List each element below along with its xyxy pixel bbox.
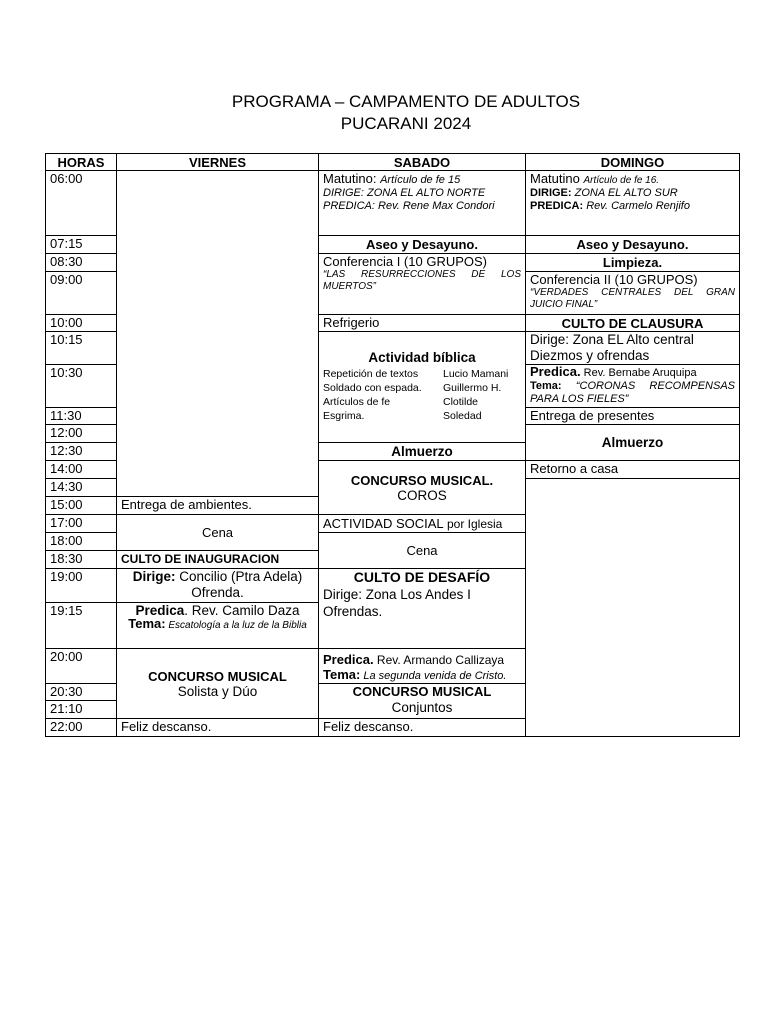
hora-cell: 12:30 [46, 443, 117, 461]
actividad-responsable: Clotilde [443, 396, 479, 408]
viernes-descanso: Feliz descanso. [117, 719, 319, 737]
hora-cell: 10:30 [46, 365, 117, 408]
domingo-empty-block [526, 479, 740, 737]
sabado-actividad-title: Actividad bíblica [368, 350, 476, 365]
sabado-concurso2-sub: Conjuntos [391, 700, 453, 715]
sabado-actividad-social-b: por Iglesia [443, 516, 503, 531]
hora-cell: 09:00 [46, 272, 117, 315]
viernes-empty-block [117, 171, 319, 497]
sabado-tema-text: La segunda venida de Cristo. [360, 670, 507, 682]
hora-cell: 19:00 [46, 569, 117, 603]
sabado-matutino [319, 171, 526, 236]
sabado-aseo: Aseo y Desayuno. [319, 236, 526, 254]
domingo-almuerzo: Almuerzo [526, 425, 740, 461]
sabado-dirige: DIRIGE: ZONA EL ALTO NORTE [323, 187, 486, 199]
viernes-concurso [117, 649, 319, 719]
hora-cell: 12:00 [46, 425, 117, 443]
domingo-conferencia-title: Conferencia II (10 GRUPOS) [530, 272, 698, 287]
hora-cell: 08:30 [46, 254, 117, 272]
hora-cell: 19:15 [46, 603, 117, 649]
sabado-concurso-title: CONCURSO MUSICAL. [350, 472, 494, 488]
header-row [46, 154, 740, 171]
hora-cell: 21:10 [46, 701, 117, 719]
sabado-concurso-conjuntos [319, 684, 526, 719]
viernes-predica-text: . Rev. Camilo Daza [184, 603, 300, 618]
sabado-matutino-label: Matutino: [323, 171, 381, 186]
domingo-conferencia-tema: “VERDADES CENTRALES DEL GRAN JUICIO FINAL” [530, 287, 735, 310]
header-sabado: SABADO [319, 154, 526, 171]
domingo-clausura: CULTO DE CLAUSURA [526, 315, 740, 332]
viernes-concurso-title: CONCURSO MUSICAL [148, 668, 287, 684]
actividad-responsable: Guillermo H. [443, 382, 502, 394]
header-domingo: DOMINGO [526, 154, 740, 171]
sabado-predica-noche [319, 649, 526, 684]
domingo-matutino [526, 171, 740, 236]
hora-cell: 10:15 [46, 332, 117, 365]
sabado-culto-title: CULTO DE DESAFÍO [353, 569, 491, 585]
domingo-retorno: Retorno a casa [526, 461, 740, 479]
sabado-refrigerio: Refrigerio [319, 315, 526, 332]
hora-cell: 18:00 [46, 533, 117, 551]
sabado-conferencia-tema: “LAS RESURRECCIONES DE LOS MUERTOS” [323, 269, 521, 292]
header-viernes: VIERNES [117, 154, 319, 171]
viernes-tema-text: Escatología a la luz de la Biblia [165, 620, 307, 631]
viernes-concurso-sub: Solista y Dúo [177, 683, 258, 699]
hora-cell: 14:00 [46, 461, 117, 479]
hora-cell: 06:00 [46, 171, 117, 236]
document-title: PROGRAMA – CAMPAMENTO DE ADULTOS [231, 92, 581, 111]
viernes-dirige-label: Dirige: [132, 569, 176, 584]
viernes-entrega: Entrega de ambientes. [117, 497, 319, 515]
domingo-predica-label: PREDICA: [530, 200, 584, 212]
sabado-conferencia-title: Conferencia I (10 GRUPOS) [323, 254, 488, 269]
sabado-concurso-sub: COROS [397, 487, 447, 503]
table-row [46, 171, 740, 236]
actividad-item: Artículos de fe [323, 396, 391, 408]
hora-cell: 20:00 [46, 649, 117, 684]
viernes-predica-label: Predica [135, 603, 185, 618]
sabado-descanso: Feliz descanso. [319, 719, 526, 737]
viernes-culto-detalle [117, 569, 319, 603]
sabado-cena: Cena [319, 533, 526, 569]
domingo-predica [526, 365, 740, 408]
sabado-conferencia [319, 254, 526, 315]
viernes-cena: Cena [117, 515, 319, 551]
domingo-tema-label: Tema: [530, 380, 562, 392]
sabado-concurso-coros [319, 461, 526, 515]
domingo-limpieza: Limpieza. [526, 254, 740, 272]
viernes-tema-label: Tema: [128, 616, 166, 631]
viernes-predica [117, 603, 319, 649]
sabado-predica-text: Rev. Armando Callizaya [373, 653, 505, 667]
viernes-dirige-text: Concilio (Ptra Adela) [175, 569, 303, 584]
hora-cell: 14:30 [46, 479, 117, 497]
sabado-culto-ofrendas: Ofrendas. [323, 604, 383, 619]
domingo-entrega: Entrega de presentes [526, 408, 740, 425]
domingo-predica2-text: Rev. Bernabe Aruquipa [580, 367, 697, 379]
domingo-conferencia [526, 272, 740, 315]
sabado-culto-dirige: Dirige: Zona Los Andes I [323, 587, 471, 602]
sabado-predica-label: Predica. [323, 652, 374, 667]
domingo-clausura-detalle [526, 332, 740, 365]
viernes-ofrenda: Ofrenda. [191, 585, 244, 600]
hora-cell: 17:00 [46, 515, 117, 533]
hora-cell: 20:30 [46, 684, 117, 701]
sabado-concurso2-title: CONCURSO MUSICAL [352, 684, 492, 699]
domingo-dirige-text: ZONA EL ALTO SUR [571, 187, 678, 199]
domingo-aseo: Aseo y Desayuno. [526, 236, 740, 254]
domingo-dirige-label: DIRIGE: [530, 187, 572, 199]
domingo-predica2-label: Predica. [530, 364, 581, 379]
sabado-actividad-social [319, 515, 526, 533]
sabado-matutino-text: Artículo de fe 15 [380, 174, 461, 186]
domingo-matutino-label: Matutino [530, 171, 584, 186]
domingo-tema-text: “CORONAS RECOMPENSAS PARA LOS FIELES” [530, 380, 735, 405]
domingo-diezmos: Diezmos y ofrendas [530, 348, 650, 363]
actividad-item: Repetición de textos [323, 368, 419, 380]
hora-cell: 18:30 [46, 551, 117, 569]
actividad-responsable: Lucio Mamani [443, 368, 509, 380]
hora-cell: 11:30 [46, 408, 117, 425]
actividad-item: Soldado con espada. [323, 382, 422, 394]
sabado-culto-desafio [319, 569, 526, 649]
document-subtitle: PUCARANI 2024 [340, 114, 472, 133]
actividad-item: Esgrima. [323, 410, 365, 422]
domingo-matutino-text: Artículo de fe 16. [583, 175, 660, 186]
header-horas: HORAS [46, 154, 117, 171]
hora-cell: 22:00 [46, 719, 117, 737]
schedule-table [45, 153, 740, 737]
actividad-responsable: Soledad [443, 410, 482, 422]
sabado-actividad-social-a: ACTIVIDAD SOCIAL [323, 515, 444, 531]
domingo-clausura-dirige: Dirige: Zona EL Alto central [530, 332, 694, 347]
actividad-list [323, 367, 521, 423]
domingo-predica-text: Rev. Carmelo Renjifo [583, 200, 690, 212]
viernes-culto-title: CULTO DE INAUGURACION [117, 551, 319, 569]
hora-cell: 07:15 [46, 236, 117, 254]
sabado-actividad-biblica [319, 332, 526, 443]
sabado-predica: PREDICA: Rev. Rene Max Condori [323, 200, 495, 212]
sabado-tema-label: Tema: [323, 667, 361, 682]
hora-cell: 15:00 [46, 497, 117, 515]
sabado-almuerzo: Almuerzo [319, 443, 526, 461]
hora-cell: 10:00 [46, 315, 117, 332]
